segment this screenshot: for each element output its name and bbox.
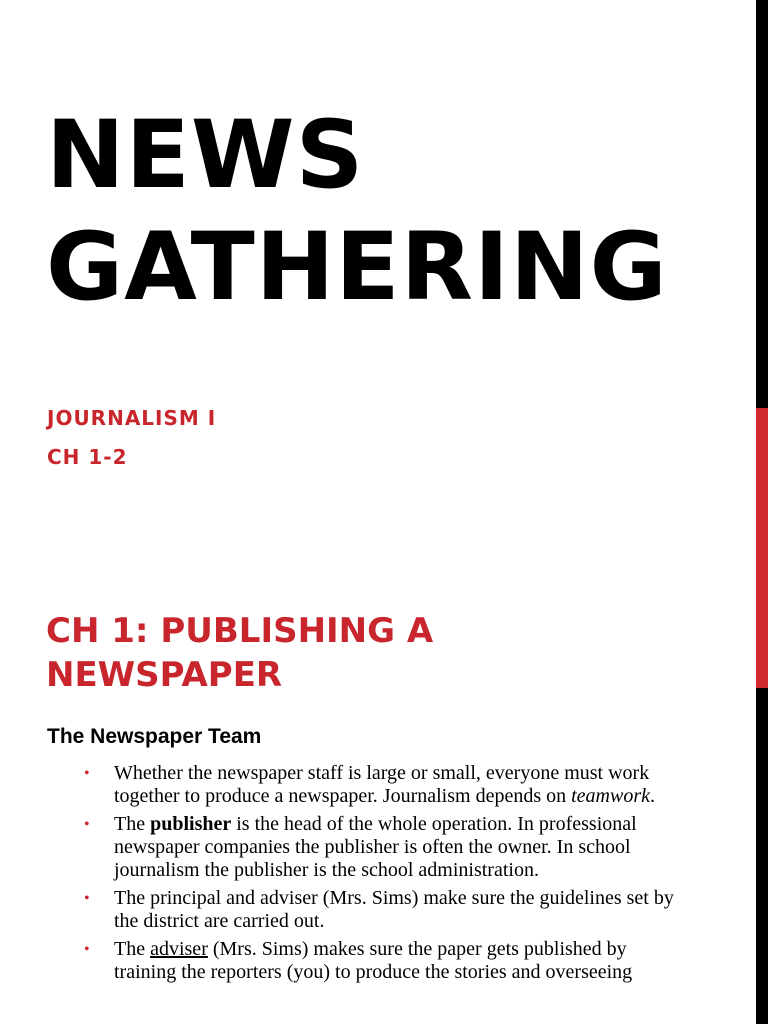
section-heading: The Newspaper Team bbox=[47, 725, 262, 748]
bullet-icon: • bbox=[84, 941, 90, 958]
bullet-text-italic: teamwork bbox=[571, 785, 650, 807]
bullet-text: (Mrs. Sims) makes sure the paper gets published by training the reporters (you) to produce the stories and overseeing bbox=[114, 938, 633, 983]
slide2-title bbox=[46, 609, 433, 697]
slide1-title-line2: GATHERING bbox=[46, 213, 668, 322]
bullet-icon: • bbox=[84, 816, 90, 833]
bullet-icon: • bbox=[84, 765, 90, 782]
list-item bbox=[84, 813, 674, 882]
slide1-title bbox=[46, 100, 668, 324]
bullet-icon: • bbox=[84, 890, 90, 907]
bullet-text: The bbox=[114, 938, 151, 960]
slide1-title-line1: NEWS bbox=[46, 101, 365, 210]
list-item bbox=[84, 887, 674, 933]
side-accent-bar-red bbox=[756, 408, 768, 688]
bullet-text: Whether the newspaper staff is large or small, everyone must work together to produce a newspaper. Journalism depends on bbox=[114, 762, 650, 807]
bullet-text: . bbox=[650, 785, 655, 807]
bullet-text-underline: adviser bbox=[150, 938, 208, 960]
list-item bbox=[84, 938, 674, 984]
bullet-text-bold: publisher bbox=[150, 813, 232, 835]
slide1-subtitle-line1: JOURNALISM I bbox=[47, 406, 217, 430]
slide2-title-line2: NEWSPAPER bbox=[46, 655, 283, 695]
bullet-text: The bbox=[114, 813, 151, 835]
bullet-text: is the head of the whole operation. In professional newspaper companies the publisher is often the owner. In school journalism the publisher is the school administration. bbox=[114, 813, 637, 881]
list-item bbox=[84, 762, 674, 808]
bullet-list bbox=[84, 762, 674, 989]
bullet-text: The principal and adviser (Mrs. Sims) make sure the guidelines set by the district are carried out. bbox=[114, 887, 674, 932]
slide2-title-line1: CH 1: PUBLISHING A bbox=[46, 611, 434, 651]
slide1-subtitle-line2: CH 1-2 bbox=[47, 445, 128, 469]
